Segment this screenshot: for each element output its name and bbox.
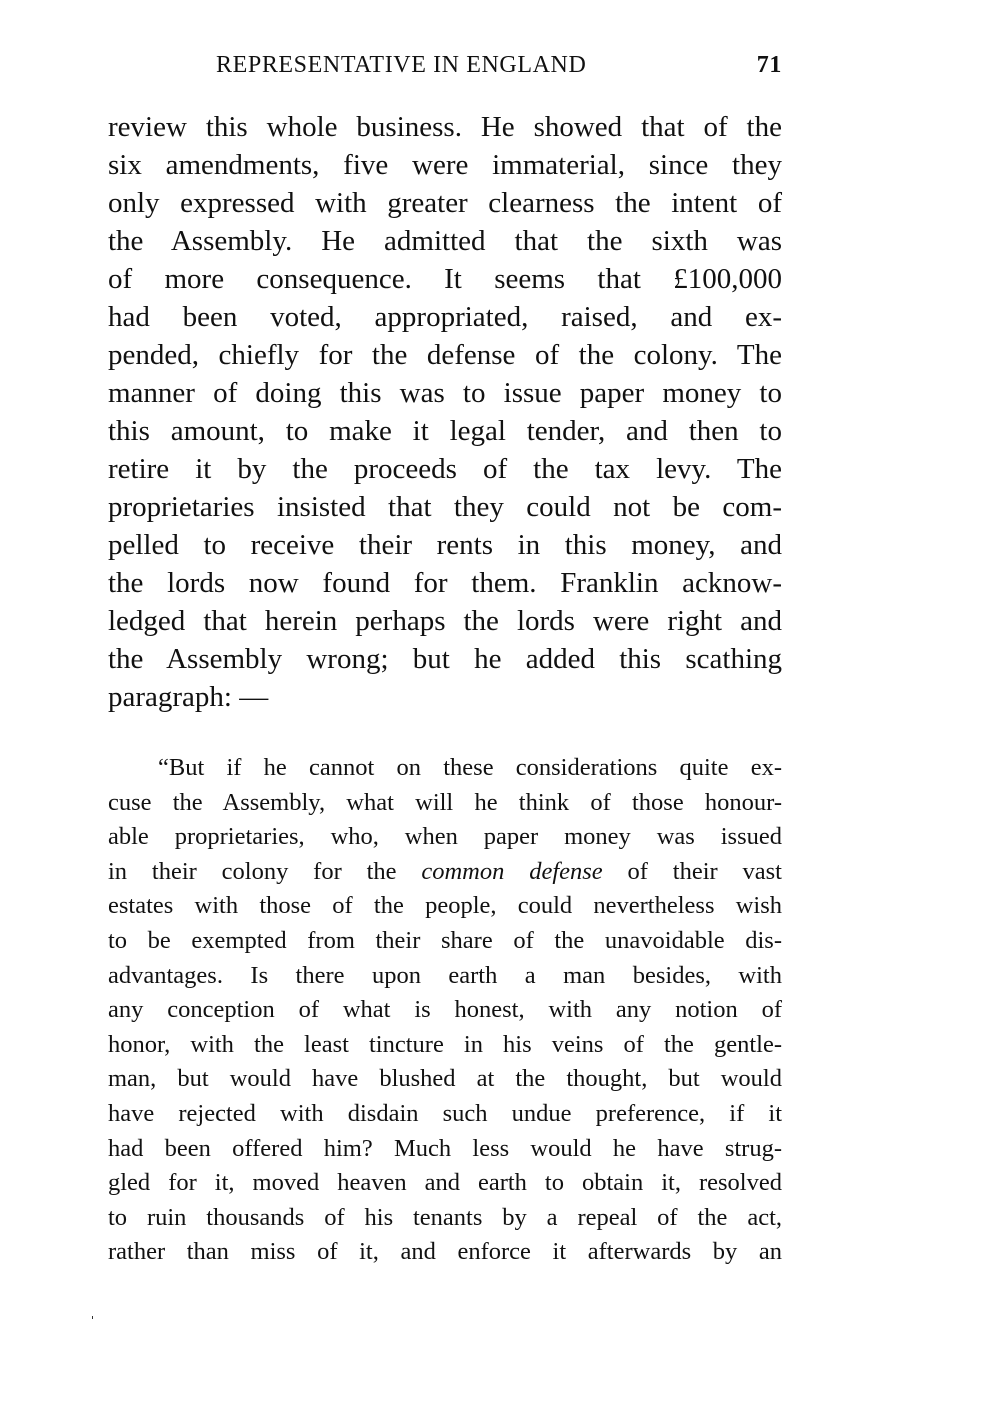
text-line: proprietaries insisted that they could not be com- [108,491,782,523]
italic-emphasis: common defense [421,857,603,885]
text-line: pended, chiefly for the defense of the colony. The [108,339,782,371]
quote-fragment: in their colony for the [108,857,397,885]
block-quote [108,751,782,1270]
quote-fragment: of their vast [627,857,782,885]
text-line: review this whole business. He showed that of the [108,111,782,143]
quote-line: have rejected with disdain such undue preference, if it [108,1099,782,1127]
page-number: 71 [756,52,782,78]
text-line: ledged that herein perhaps the lords were right and [108,605,782,637]
text-line: of more consequence. It seems that £100,000 [108,263,782,295]
text-line: retire it by the proceeds of the tax levy. The [108,453,782,485]
quote-line: rather than miss of it, and enforce it afterwards by an [108,1238,782,1266]
text-line: had been voted, appropriated, raised, and ex- [108,301,782,333]
text-line: manner of doing this was to issue paper money to [108,377,782,409]
text-line: six amendments, five were immaterial, since they [108,149,782,181]
quote-line: had been offered him? Much less would he have strug- [108,1134,782,1162]
quote-line: advantages. Is there upon earth a man besides, with [108,961,782,989]
quote-line: to ruin thousands of his tenants by a repeal of the act, [108,1203,782,1231]
running-title: REPRESENTATIVE IN ENGLAND [216,52,587,78]
text-line: this amount, to make it legal tender, and then to [108,415,782,447]
text-line: pelled to receive their rents in this money, and [108,529,782,561]
quote-line: gled for it, moved heaven and earth to obtain it, resolved [108,1169,782,1197]
quote-line: to be exempted from their share of the unavoidable dis- [108,926,782,954]
quote-line: able proprietaries, who, when paper money was issued [108,823,782,851]
body-paragraph [108,108,782,716]
quote-line: estates with those of the people, could nevertheless wish [108,892,782,920]
running-header [216,52,782,88]
text-line: the Assembly wrong; but he added this scathing [108,643,782,675]
quote-line: man, but would have blushed at the thought, but would [108,1065,782,1093]
quote-line: cuse the Assembly, what will he think of those honour- [108,788,782,816]
quote-line: “But if he cannot on these considerations quite ex- [158,754,782,781]
scan-speck [92,1316,93,1319]
text-line: only expressed with greater clearness the intent of [108,187,782,219]
text-line: the lords now found for them. Franklin acknow- [108,567,782,599]
quote-line-with-italic [108,855,782,890]
quote-line: any conception of what is honest, with any notion of [108,996,782,1024]
text-line: the Assembly. He admitted that the sixth was [108,225,782,257]
text-line: paragraph: — [108,681,269,713]
quote-line: honor, with the least tincture in his veins of the gentle- [108,1030,782,1058]
